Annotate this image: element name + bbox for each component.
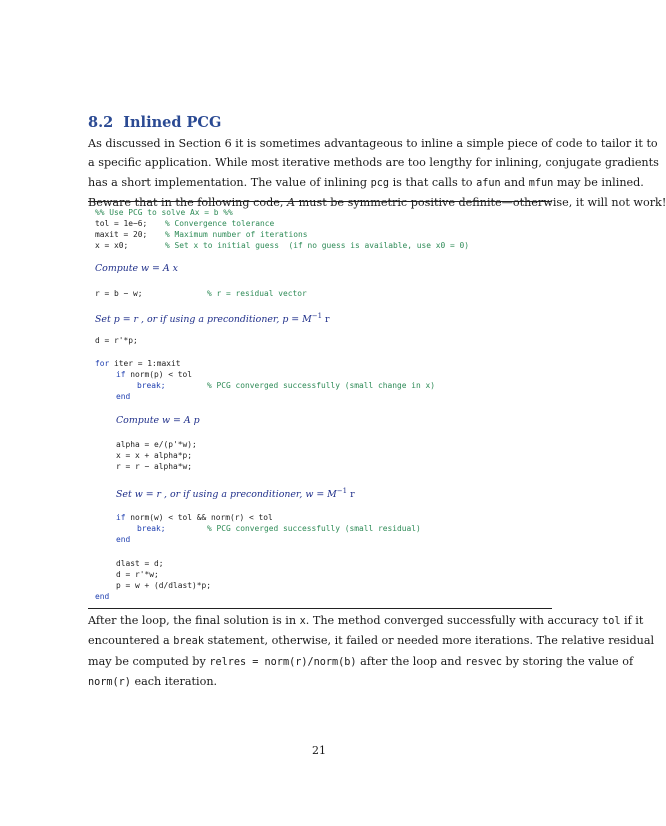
outro-text: statement, otherwise, it failed or needed more iterations. The relative residual [203, 634, 655, 648]
code-text: r = b − w; [95, 289, 143, 298]
code-top-rule [88, 201, 552, 202]
inline-code-normr: norm(r) [88, 677, 131, 689]
intro-line-3-text: has a short implementation. The value of inlining [88, 175, 371, 189]
code-line [95, 229, 308, 240]
pseudocode-note [116, 486, 355, 500]
code-line [95, 240, 470, 251]
code-keyword: for [95, 359, 110, 368]
code-keyword: end [116, 392, 131, 401]
code-comment: % Convergence tolerance [165, 219, 275, 228]
outro-line-2 [88, 631, 655, 651]
code-line: p = w + (d/dlast)*p; [116, 581, 212, 590]
note-text: r [347, 489, 355, 500]
intro-line-1: As discussed in Section 6 it is sometimes advantageous to inline a simple piece of code to tailor it to [88, 137, 658, 150]
code-keyword: end [116, 535, 131, 544]
outro-text: After the loop, the final solution is in [88, 614, 300, 627]
intro-text: must be symmetric positive definite—otherwise, it will not work! [295, 196, 666, 210]
inline-code-pcg: pcg [370, 177, 390, 189]
code-line [137, 523, 421, 534]
matrix-symbol: A [287, 196, 296, 210]
pseudocode-note [95, 311, 330, 325]
code-text: norm(p) < tol [125, 370, 193, 379]
code-text: x = x0; [95, 241, 129, 250]
code-line [116, 512, 273, 523]
code-keyword: end [95, 592, 110, 601]
note-text: Set p = r , or if using a preconditioner, p = M [95, 314, 312, 325]
outro-text: each iteration. [130, 675, 218, 689]
code-text: maxit = 20; [95, 230, 148, 239]
note-text: Compute w = A x [95, 263, 178, 274]
inline-code-tol: tol [602, 616, 621, 627]
outro-paragraph [88, 611, 655, 693]
outro-text: . The method converged successfully with accuracy [305, 614, 603, 627]
code-line: r = r − alpha*w; [116, 462, 193, 471]
outro-line-3 [88, 652, 634, 672]
outro-text: encountered a [88, 634, 174, 648]
code-comment: % PCG converged successfully (small change in x) [207, 381, 436, 390]
code-comment: %% Use PCG to solve Ax = b %% [95, 208, 233, 217]
code-line [116, 369, 192, 380]
code-line: x = x + alpha*p; [116, 451, 193, 460]
section-number: 8.2 [88, 114, 114, 131]
code-line: dlast = d; [116, 559, 164, 568]
intro-text: and [500, 175, 529, 189]
inline-code-break: break [173, 636, 204, 648]
inline-code-resvec: resvec [465, 656, 502, 668]
inline-code-relres: relres = norm(r)/norm(b) [209, 656, 357, 668]
intro-line-3 [88, 173, 644, 193]
code-line [95, 288, 307, 299]
code-keyword: break; [137, 524, 166, 533]
code-line: alpha = e/(p'*w); [116, 440, 197, 449]
inline-code-mfun: mfun [528, 177, 554, 189]
outro-text: after the loop and [356, 654, 466, 668]
pseudocode-note [95, 263, 178, 274]
code-line [137, 380, 436, 391]
note-text: Compute w = A p [116, 415, 200, 426]
note-superscript: −1 [311, 312, 323, 320]
inline-code-afun: afun [476, 177, 501, 189]
code-comment: % r = residual vector [207, 289, 307, 298]
code-text: tol = 1e−6; [95, 219, 148, 228]
note-text: Set w = r , or if using a preconditioner, w = M [116, 489, 337, 500]
code-line [95, 358, 181, 369]
outro-text: if it [620, 614, 644, 627]
page-number: 21 [312, 744, 326, 757]
outro-text: may be computed by [88, 654, 210, 668]
code-line: d = r'*w; [116, 570, 159, 579]
section-heading [88, 114, 221, 131]
note-text: r [322, 314, 330, 325]
code-line: d = r'*p; [95, 336, 138, 345]
code-text: iter = 1:maxit [109, 359, 181, 368]
code-comment: % Maximum number of iterations [165, 230, 308, 239]
outro-line-1 [88, 611, 644, 631]
pseudocode-note [116, 415, 200, 426]
code-keyword: if [116, 513, 126, 522]
code-text: norm(w) < tol && norm(r) < tol [125, 513, 273, 522]
code-comment: % PCG converged successfully (small residual) [207, 524, 421, 533]
intro-text: is that calls to [389, 175, 477, 189]
code-keyword: if [116, 370, 126, 379]
intro-text: may be inlined. [553, 175, 644, 189]
code-bottom-rule [88, 608, 552, 609]
outro-line-4 [88, 672, 553, 692]
intro-line-2: a specific application. While most iterative methods are too lengthy for inlining, conjugate gradients [88, 156, 659, 170]
note-superscript: −1 [336, 487, 348, 495]
section-title: Inlined PCG [123, 114, 222, 131]
code-comment: % Set x to initial guess (if no guess is available, use x0 = 0) [165, 241, 470, 250]
outro-text: by storing the value of [501, 654, 634, 668]
code-keyword: break; [137, 381, 166, 390]
inline-code-x: x [299, 616, 306, 627]
intro-line-4-text: Beware that in the following code, [88, 196, 287, 210]
code-line [95, 218, 275, 229]
